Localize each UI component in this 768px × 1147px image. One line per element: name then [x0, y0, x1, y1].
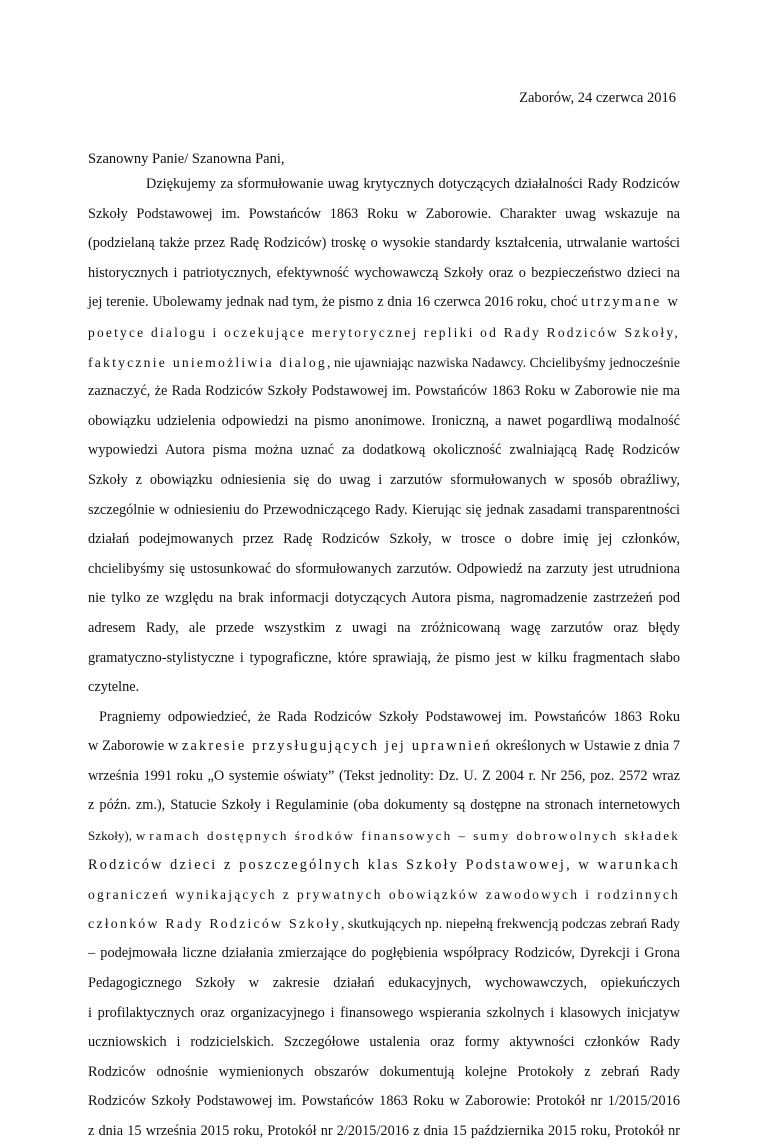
- spaced-fragment: zakresie przysługujących jej uprawnień: [181, 738, 493, 755]
- salutation: Szanowny Panie/ Szanowna Pani,: [88, 151, 285, 167]
- body-line: września 1991 roku „O systemie oświaty” (Tekst jednolity: Dz. U. Z 2004 r. Nr 256, poz. 2572 wraz: [88, 767, 680, 784]
- body-line: gramatyczno-stylistyczne i typograficzne, które sprawiają, że pismo jest w kilku fragmentach słabo: [88, 649, 680, 666]
- body-line: Pedagogicznego Szkoły w zakresie działań edukacyjnych, wychowawczych, opiekuńczych: [88, 975, 680, 992]
- spaced-fragment: ramach dostępnych środków finansowych – sumy dobrowolnych składek: [149, 828, 680, 844]
- body-line: [88, 348, 680, 378]
- body-line: Pragniemy odpowiedzieć, że Rada Rodziców Szkoły Podstawowej im. Powstańców 1863 Roku: [99, 708, 680, 725]
- body-line: (podzielaną także przez Radę Rodziców) troskę o wysokie standardy kształcenia, utrwalanie wartości: [88, 235, 680, 252]
- spaced-fragment: poetyce dialogu i oczekujące merytorycznej repliki od Rady Rodziców Szkoły,: [88, 324, 680, 340]
- body-line: adresem Rady, ale przede wszystkim z uwagi na zróżnicowaną wagę zarzutów oraz błędy: [88, 619, 680, 636]
- body-line: [88, 880, 680, 910]
- line-fragment: , skutkujących np. niepełną frekwencją podczas zebrań Rady: [340, 916, 680, 932]
- spaced-fragment: ograniczeń wynikających z prywatnych obowiązków zawodowych i rodzinnych: [88, 887, 680, 903]
- body-line: [88, 910, 680, 940]
- body-line: działań podejmowanych przez Radę Rodziców Szkoły, w trosce o dobre imię jej członków,: [88, 531, 680, 548]
- body-line: szczególnie w odniesieniu do Przewodniczącego Rady. Kierując się jednak zasadami transparentności: [88, 501, 680, 518]
- body-line: [88, 821, 680, 851]
- body-line: nie tylko ze względu na brak informacji dotyczących Autora pisma, nagromadzenie zastrzeżeń pod: [88, 590, 680, 607]
- body-line: wypowiedzi Autora pisma można uznać za dodatkową okoliczność zwalniającą Radę Rodziców: [88, 442, 680, 459]
- body-line: uczniowskich i rodzicielskich. Szczegółowe ustalenia oraz formy aktywności członków Rady: [88, 1034, 680, 1051]
- body-line: czytelne.: [88, 679, 140, 696]
- spaced-fragment: członków Rady Rodziców Szkoły: [88, 916, 341, 932]
- line-fragment: określonych w Ustawie z dnia 7: [492, 738, 680, 755]
- spaced-fragment: utrzymane w: [581, 294, 680, 311]
- body-line: chcielibyśmy się ustosunkować do sformułowanych zarzutów. Odpowiedź na zarzuty jest utrudniona: [88, 560, 680, 577]
- letter-body: [88, 170, 680, 1147]
- body-line: Rodziców odnośnie wymienionych obszarów dokumentują kolejne Protokoły z zebrań Rady: [88, 1063, 680, 1080]
- line-fragment: w Zaborowie w: [88, 738, 182, 755]
- body-line: Rodziców Szkoły Podstawowej im. Powstańców 1863 Roku w Zaborowie: Protokół nr 1/2015/2016: [88, 1093, 680, 1110]
- body-line: z dnia 15 września 2015 roku, Protokół nr 2/2015/2016 z dnia 15 października 2015 roku, Protokół nr: [88, 1123, 680, 1139]
- line-fragment: , nie ujawniając nazwiska Nadawcy. Chcielibyśmy jednocześnie: [326, 354, 680, 370]
- body-line: – podejmowała liczne działania zmierzające do pogłębienia współpracy Rodziców, Dyrekcji i Grona: [88, 945, 680, 962]
- body-line: z późn. zm.), Statucie Szkoły i Regulaminie (oba dokumenty są dostępne na stronach internetowych: [88, 797, 680, 814]
- body-line: obowiązku udzielenia odpowiedzi na pismo anonimowe. Ironiczną, a nawet pogardliwą modalność: [88, 412, 680, 429]
- letter-date: Zaborów, 24 czerwca 2016: [519, 90, 676, 106]
- body-line: Szkoły Podstawowej im. Powstańców 1863 Roku w Zaborowie. Charakter uwag wskazuje na: [88, 205, 680, 222]
- body-line: Szkoły z obowiązku odniesienia się do uwag i zarzutów sformułowanych w sposób obraźliwy,: [88, 471, 680, 488]
- body-line: historycznych i patriotycznych, efektywność wychowawczą Szkoły oraz o bezpieczeństwo dzieci na: [88, 264, 680, 281]
- body-line: [88, 851, 680, 881]
- body-line: zaznaczyć, że Rada Rodziców Szkoły Podstawowej im. Powstańców 1863 Roku w Zaborowie nie ma: [88, 383, 680, 400]
- body-line: [88, 732, 680, 762]
- line-fragment: jej terenie. Ubolewamy jednak nad tym, że pismo z dnia 16 czerwca 2016 roku, choć: [88, 294, 582, 311]
- body-line: [88, 318, 680, 348]
- body-line: [88, 288, 680, 318]
- spaced-fragment: faktycznie uniemożliwia dialog: [88, 354, 327, 370]
- body-line: Dziękujemy za sformułowanie uwag krytycznych dotyczących działalności Rady Rodziców: [146, 176, 680, 192]
- spaced-fragment: Rodziców dzieci z poszczególnych klas Szkoły Podstawowej, w warunkach: [88, 856, 680, 873]
- line-fragment: Szkoły), w: [88, 828, 150, 844]
- body-line: i profilaktycznych oraz organizacyjnego i finansowego wspierania szkolnych i klasowych inicjatyw: [88, 1004, 680, 1021]
